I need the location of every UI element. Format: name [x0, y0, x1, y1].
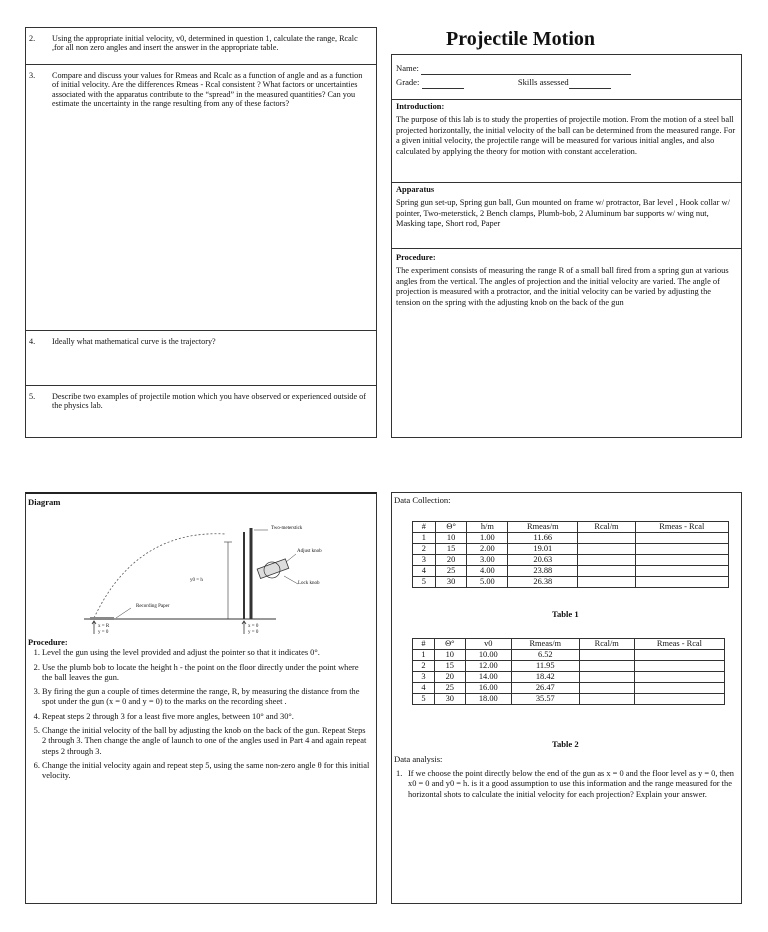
- table-1-cell: 4: [413, 566, 436, 577]
- table-1-cell: 19.01: [508, 544, 578, 555]
- table-2-row: [413, 650, 725, 661]
- table-1-cell: 5: [413, 577, 436, 588]
- table-1-cell: 2: [413, 544, 436, 555]
- data-panel: [391, 492, 742, 904]
- table-1-row: [413, 544, 729, 555]
- table-2-row: [413, 683, 725, 694]
- table-2-header: # Θ° v0 Rmeas/m Rcal/m Rmeas - Rcal: [413, 639, 725, 650]
- name-label: Name:: [396, 63, 419, 73]
- table-1-cell: 20.63: [508, 555, 578, 566]
- table-1-caption: Table 1: [552, 609, 579, 619]
- table-1-header: # Θ° h/m Rmeas/m Rcal/m Rmeas - Rcal: [413, 522, 729, 533]
- arrow-landing: [92, 621, 96, 634]
- procedure-step: 2. Use the plumb bob to locate the height h - the point on the floor directly under the point where the ball leaves the gun.: [42, 663, 370, 684]
- procedure-step: 6. Change the initial velocity again and repeat step 5, using the same non-zero angle θ for this initial velocity.: [42, 761, 370, 782]
- table-2-cell: 30: [434, 694, 465, 705]
- procedure-intro-section: [392, 248, 741, 437]
- table-1-cell: 20: [435, 555, 467, 566]
- procedure-list: [28, 638, 370, 786]
- table-1-cell: 1: [413, 533, 436, 544]
- data-analysis-item: 1. If we choose the point directly below the end of the gun as x = 0 and the floor level as y = 0, then x0 = 0 and y0 = h. is it a good assumption to use this information and the range measured for the horizontal shots to calculate the initial velocity for each projection? Explain your answer.: [396, 769, 734, 799]
- procedure-step: 5. Change the initial velocity of the ball by adjusting the knob on the back of the gun. Repeat Steps 2 through 3. Then change the angle of launch to one of the angles used in Part 4 and again repeat steps 2 through 3.: [42, 726, 370, 757]
- table-2-cell: 11.95: [511, 661, 579, 672]
- procedure-intro-heading: Procedure:: [396, 253, 436, 262]
- apparatus-section: [392, 182, 741, 248]
- question-4: 4. Ideally what mathematical curve is the trajectory?: [26, 331, 376, 386]
- table-1-cell[interactable]: [635, 555, 728, 566]
- table-2-cell[interactable]: [634, 650, 724, 661]
- question-2: 2. Using the appropriate initial velocity, v0, determined in question 1, calculate the range, Rcalc ,for all non zero angles and insert the answer in the appropriate table.: [26, 28, 376, 65]
- table-2-cell[interactable]: [634, 672, 724, 683]
- introduction-text: The purpose of this lab is to study the properties of projectile motion. From the motion of a steel ball projected horizontally, the initial velocity of the ball can be determined from the measured range. For a given initial velocity, the projectile range will be measured for various initial angles, and also calculated by applying the theory for motion with constant acceleration.: [396, 115, 736, 156]
- procedure-steps: [28, 648, 370, 781]
- knob-leader: [286, 554, 296, 562]
- label-two-meterstick: Two-meterstick: [271, 526, 303, 531]
- table-2-cell: 18.00: [465, 694, 511, 705]
- grade-field[interactable]: [422, 88, 464, 89]
- apparatus-heading: Apparatus: [396, 185, 435, 194]
- table-1-cell: 30: [435, 577, 467, 588]
- skills-label: Skills assessed: [517, 77, 569, 87]
- header-fields: [396, 61, 737, 89]
- recording-paper: [90, 617, 114, 620]
- table-1-cell: 26.38: [508, 577, 578, 588]
- label-height: y0 = h: [190, 578, 203, 583]
- arrow-origin: [242, 621, 246, 634]
- table-2-cell: 6.52: [511, 650, 579, 661]
- table-2-cell: 1: [413, 650, 435, 661]
- data-analysis-heading: Data analysis:: [394, 754, 443, 764]
- table-2-cell: 2: [413, 661, 435, 672]
- table-2-cell[interactable]: [634, 694, 724, 705]
- table-1-row: [413, 533, 729, 544]
- label-adjust-knob: Adjust knob: [297, 549, 322, 554]
- question-3: 3. Compare and discuss your values for Rmeas and Rcalc as a function of angle and as a function of initial velocity. Are the differences Rmeas - Rcal consistent ? What factors or uncertainties associated with the apparatus contribute to the “spread” in the measured quantities? Can you estimate the uncertainty in the range resulting from any of these factors?: [26, 65, 376, 331]
- table-2-cell[interactable]: [634, 683, 724, 694]
- introduction-heading: Introduction:: [396, 102, 445, 111]
- table-1-cell[interactable]: [578, 577, 635, 588]
- procedure-heading: Procedure:: [28, 638, 68, 647]
- page-title: Projectile Motion: [446, 28, 596, 50]
- question-5: 5. Describe two examples of projectile motion which you have observed or experienced outside of the physics lab.: [29, 392, 366, 411]
- diagram-heading: Diagram: [28, 497, 61, 507]
- table-2-row: [413, 694, 725, 705]
- table-2-cell: 16.00: [465, 683, 511, 694]
- introduction-section: [392, 99, 741, 182]
- table-1-cell[interactable]: [578, 566, 635, 577]
- table-1-cell[interactable]: [635, 577, 728, 588]
- table-2-cell[interactable]: [579, 683, 634, 694]
- label-origin: x = 0 y = 0: [248, 624, 259, 635]
- table-2-cell: 10: [434, 650, 465, 661]
- label-landing: x = R y = 0: [98, 624, 110, 635]
- table-1-cell[interactable]: [635, 544, 728, 555]
- table-2-cell[interactable]: [579, 694, 634, 705]
- procedure-intro-text: The experiment consists of measuring the range R of a small ball fired from a spring gun at various angles from the vertical. The angles of projection and the initial velocity are varied. The angle of projection is measured with a protractor, and the initial velocity can be varied by adjusting the tension on the spring with the adjusting knob on the back of the gun: [396, 266, 729, 307]
- skills-field[interactable]: [569, 88, 611, 89]
- table-1-cell: 3: [413, 555, 436, 566]
- table-2-cell: 18.42: [511, 672, 579, 683]
- table-2-cell: 5: [413, 694, 435, 705]
- table-2-cell[interactable]: [579, 650, 634, 661]
- table-1-cell[interactable]: [578, 555, 635, 566]
- table-2-cell[interactable]: [634, 661, 724, 672]
- procedure-step: 3. By firing the gun a couple of times determine the range, R, by measuring the distance from the spot under the gun (x = 0 and y = 0) to the marks on the recording sheet .: [42, 687, 370, 708]
- table-2-cell[interactable]: [579, 672, 634, 683]
- table-1-cell: 10: [435, 533, 467, 544]
- table-1-cell: 15: [435, 544, 467, 555]
- table-2: [412, 638, 725, 705]
- label-recording-paper: Recording Paper: [136, 604, 170, 609]
- apparatus-diagram: [76, 524, 336, 636]
- procedure-step: 4. Repeat steps 2 through 3 for a least five more angles, between 10° and 30°.: [42, 712, 370, 722]
- intro-panel: [391, 54, 742, 438]
- table-2-cell: 3: [413, 672, 435, 683]
- table-2-cell: 26.47: [511, 683, 579, 694]
- table-2-cell: 4: [413, 683, 435, 694]
- lock-leader: [284, 576, 298, 584]
- table-2-cell[interactable]: [579, 661, 634, 672]
- procedure-step: 1. Level the gun using the level provided and adjust the pointer so that it indicates 0°.: [42, 648, 370, 658]
- questions-panel: [25, 27, 377, 438]
- table-1-cell: 1.00: [467, 533, 508, 544]
- table-1-row: [413, 555, 729, 566]
- table-2-cell: 35.57: [511, 694, 579, 705]
- table-1-cell[interactable]: [578, 544, 635, 555]
- table-2-row: [413, 672, 725, 683]
- table-1-cell[interactable]: [635, 533, 728, 544]
- table-1-cell: 5.00: [467, 577, 508, 588]
- table-2-row: [413, 661, 725, 672]
- table-1-row: [413, 577, 729, 588]
- table-1-cell: 4.00: [467, 566, 508, 577]
- table-1: [412, 521, 729, 588]
- table-1-cell: 2.00: [467, 544, 508, 555]
- table-1-cell[interactable]: [578, 533, 635, 544]
- table-1-cell: 3.00: [467, 555, 508, 566]
- label-lock-knob: Lock knob: [298, 581, 320, 586]
- table-1-cell: 25: [435, 566, 467, 577]
- table-1-cell: 11.66: [508, 533, 578, 544]
- table-2-caption: Table 2: [552, 739, 579, 749]
- table-2-cell: 12.00: [465, 661, 511, 672]
- table-2-cell: 15: [434, 661, 465, 672]
- diagram-panel: [25, 492, 377, 904]
- table-1-cell: 23.88: [508, 566, 578, 577]
- table-2-cell: 10.00: [465, 650, 511, 661]
- table-2-cell: 20: [434, 672, 465, 683]
- grade-label: Grade:: [396, 77, 420, 87]
- paper-leader: [116, 608, 131, 618]
- table-1-cell[interactable]: [635, 566, 728, 577]
- table-2-cell: 25: [434, 683, 465, 694]
- table-1-row: [413, 566, 729, 577]
- apparatus-text: Spring gun set-up, Spring gun ball, Gun mounted on frame w/ protractor, Bar level , Hook collar w/ pointer, Two-meterstick, 2 Bench clamps, Plumb-bob, 2 Aluminum bar supports w/ wing nut, Masking tape, Short rod, Paper: [396, 198, 730, 229]
- data-collection-heading: Data Collection:: [394, 495, 451, 505]
- table-2-cell: 14.00: [465, 672, 511, 683]
